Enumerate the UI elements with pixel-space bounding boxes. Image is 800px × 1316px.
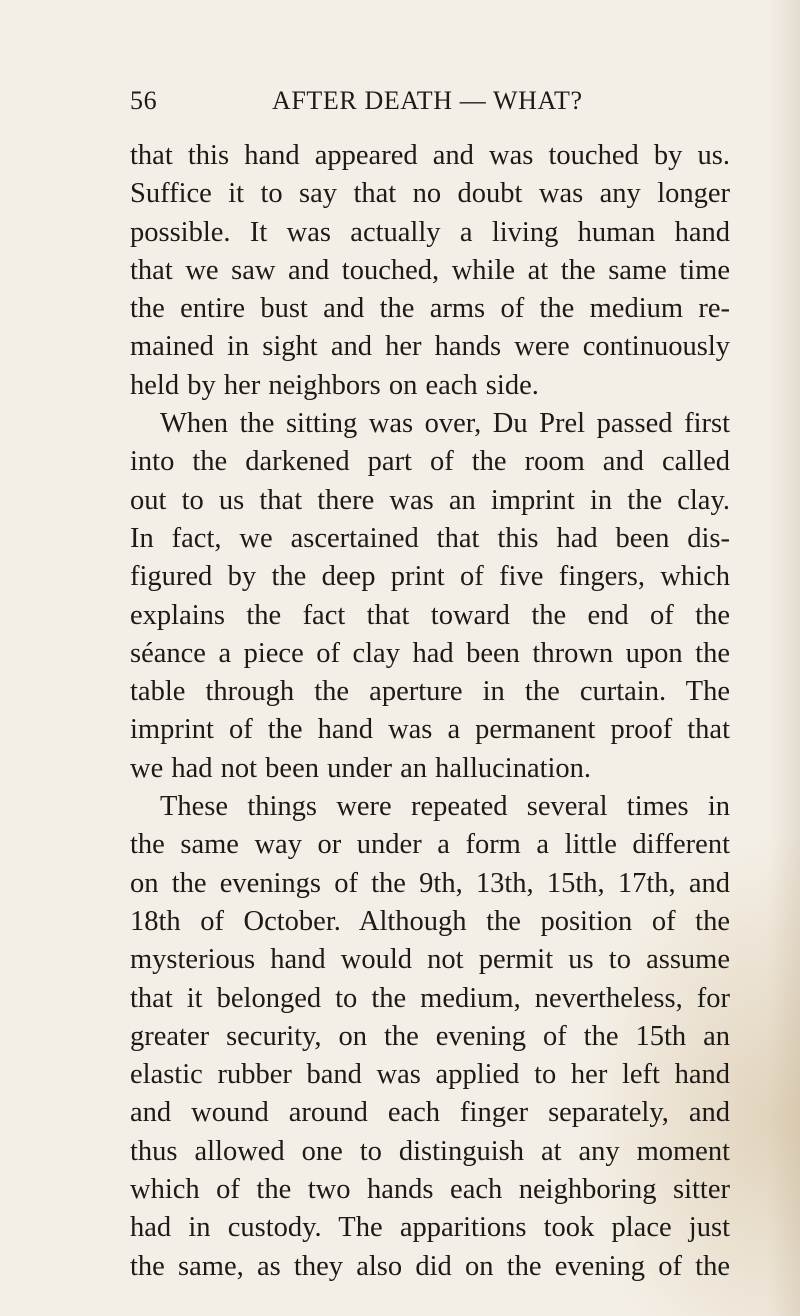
text-line: explains the fact that toward the end of the bbox=[130, 599, 730, 631]
text-line: the same, as they also did on the evening of the bbox=[130, 1250, 730, 1282]
text-line: 18th of October. Although the position of the bbox=[130, 905, 730, 937]
text-line: figured by the deep print of five fingers, which bbox=[130, 561, 730, 593]
text-line: In fact, we ascertained that this had been dis- bbox=[130, 522, 730, 554]
text-line: mained in sight and her hands were continuously bbox=[130, 331, 730, 363]
text-line: the entire bust and the arms of the medium re- bbox=[130, 293, 730, 325]
text-line: out to us that there was an imprint in the clay. bbox=[130, 484, 730, 516]
text-line: These things were repeated several times in bbox=[160, 791, 730, 823]
text-line: on the evenings of the 9th, 13th, 15th, 17th, and bbox=[130, 867, 730, 899]
text-line: mysterious hand would not permit us to assume bbox=[130, 944, 730, 976]
page-number: 56 bbox=[130, 86, 158, 115]
text-line: into the darkened part of the room and called bbox=[130, 446, 730, 478]
text-line: we had not been under an hallucination. bbox=[130, 752, 592, 784]
text-line: imprint of the hand was a permanent proof that bbox=[130, 714, 730, 746]
text-line: that this hand appeared and was touched by us. bbox=[130, 140, 730, 171]
text-line: had in custody. The apparitions took place just bbox=[130, 1212, 730, 1244]
text-line: table through the aperture in the curtain. The bbox=[130, 676, 730, 708]
text-line: When the sitting was over, Du Prel passed first bbox=[160, 408, 730, 440]
text-line: held by her neighbors on each side. bbox=[130, 369, 539, 401]
text-line: and wound around each finger separately, and bbox=[130, 1097, 730, 1129]
text-line: that it belonged to the medium, nevertheless, for bbox=[130, 982, 730, 1014]
text-line: which of the two hands each neighboring sitter bbox=[130, 1174, 730, 1206]
text-line: Suffice it to say that no doubt was any longer bbox=[130, 178, 730, 210]
text-line: greater security, on the evening of the 15th an bbox=[130, 1020, 730, 1052]
text-line: thus allowed one to distinguish at any moment bbox=[130, 1135, 730, 1167]
text-line: possible. It was actually a living human hand bbox=[130, 216, 730, 248]
text-line: séance a piece of clay had been thrown upon the bbox=[130, 637, 730, 669]
text-line: elastic rubber band was applied to her left hand bbox=[130, 1059, 730, 1091]
text-line: that we saw and touched, while at the same time bbox=[130, 254, 730, 286]
running-title: AFTER DEATH — WHAT? bbox=[272, 86, 583, 115]
text-line: the same way or under a form a little different bbox=[130, 829, 730, 861]
body-text bbox=[130, 137, 730, 1286]
page-header bbox=[130, 86, 730, 126]
